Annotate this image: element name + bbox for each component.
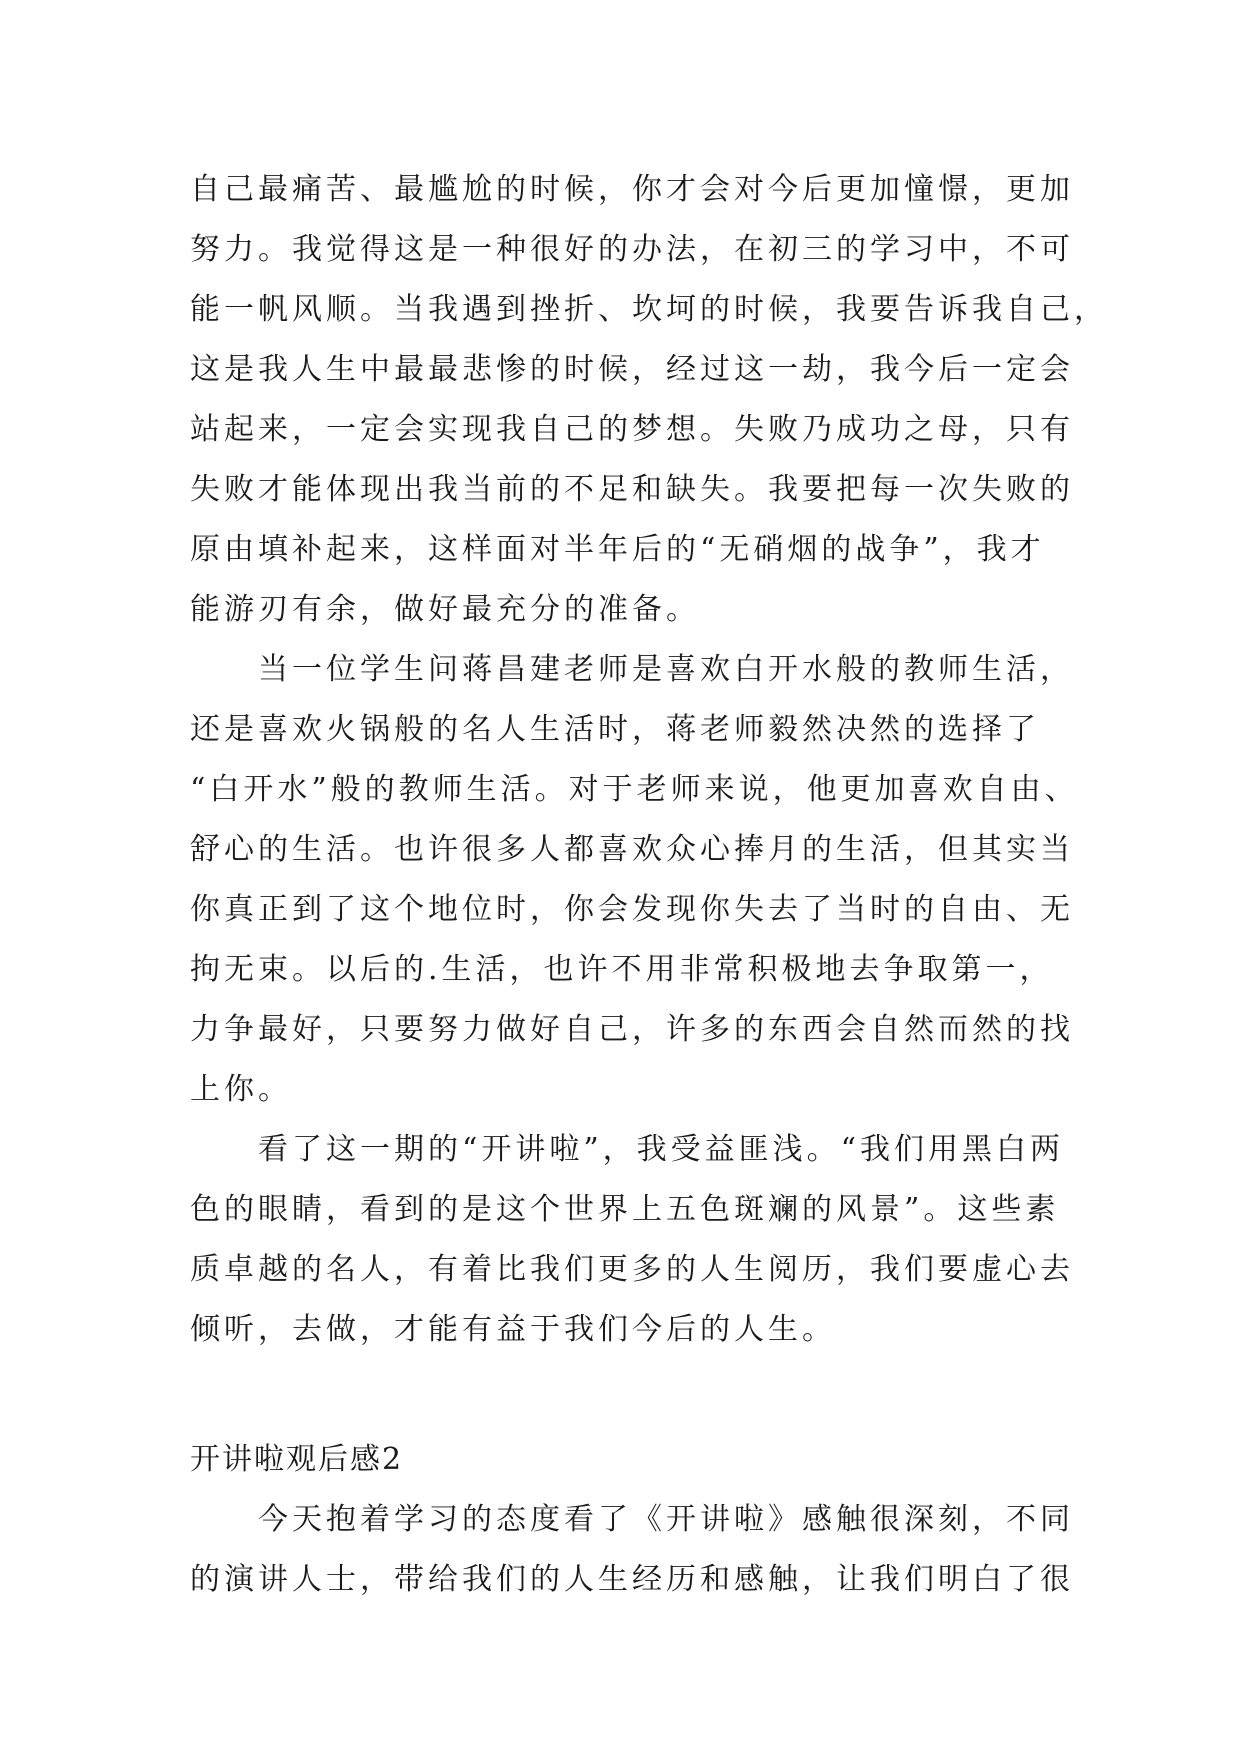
text-line: 努力。我觉得这是一种很好的办法，在初三的学习中，不可: [190, 232, 1074, 267]
text-line: 还是喜欢火锅般的名人生活时，蒋老师毅然决然的选择了: [190, 712, 1040, 747]
text-line: “白开水”般的教师生活。对于老师来说，他更加喜欢自由、: [190, 772, 1079, 807]
section-gap: [190, 1360, 1058, 1430]
text-line: 当一位学生问蒋昌建老师是喜欢白开水般的教师生活，: [258, 652, 1074, 687]
text-line: 舒心的生活。也许很多人都喜欢众心捧月的生活，但其实当: [190, 832, 1074, 867]
paragraph-2: [190, 640, 1079, 1120]
text-line: 上你。: [190, 1072, 292, 1107]
paragraph-3: [190, 1120, 1074, 1360]
text-line: 的演讲人士，带给我们的人生经历和感触，让我们明白了很: [190, 1562, 1074, 1597]
text-line: 能一帆风顺。当我遇到挫折、坎坷的时候，我要告诉我自己，: [190, 292, 1108, 327]
text-line: 能游刃有余，做好最充分的准备。: [190, 592, 700, 627]
text-line: 原由填补起来，这样面对半年后的“无硝烟的战争”，我才: [190, 532, 1045, 567]
section-heading: 开讲啦观后感2: [190, 1442, 404, 1477]
text-line: 自己最痛苦、最尴尬的时候，你才会对今后更加憧憬，更加: [190, 172, 1074, 207]
text-line: 色的眼睛，看到的是这个世界上五色斑斓的风景”。这些素: [190, 1192, 1060, 1227]
text-line: 失败才能体现出我当前的不足和缺失。我要把每一次失败的: [190, 472, 1074, 507]
text-line: 倾听，去做，才能有益于我们今后的人生。: [190, 1312, 836, 1347]
document-page: [190, 160, 1108, 1610]
text-line: 看了这一期的“开讲啦”，我受益匪浅。“我们用黑白两: [258, 1132, 1065, 1167]
text-line: 今天抱着学习的态度看了《开讲啦》感触很深刻，不同: [258, 1502, 1074, 1537]
text-line: 你真正到了这个地位时，你会发现你失去了当时的自由、无: [190, 892, 1074, 927]
paragraph-1: [190, 160, 1108, 640]
text-line: 这是我人生中最最悲惨的时候，经过这一劫，我今后一定会: [190, 352, 1074, 387]
paragraph-4: [190, 1490, 1074, 1610]
text-line: 力争最好，只要努力做好自己，许多的东西会自然而然的找: [190, 1012, 1074, 1047]
text-line: 拘无束。以后的.生活，也许不用非常积极地去争取第一，: [190, 952, 1054, 987]
text-line: 质卓越的名人，有着比我们更多的人生阅历，我们要虚心去: [190, 1252, 1074, 1287]
text-line: 站起来，一定会实现我自己的梦想。失败乃成功之母，只有: [190, 412, 1074, 447]
